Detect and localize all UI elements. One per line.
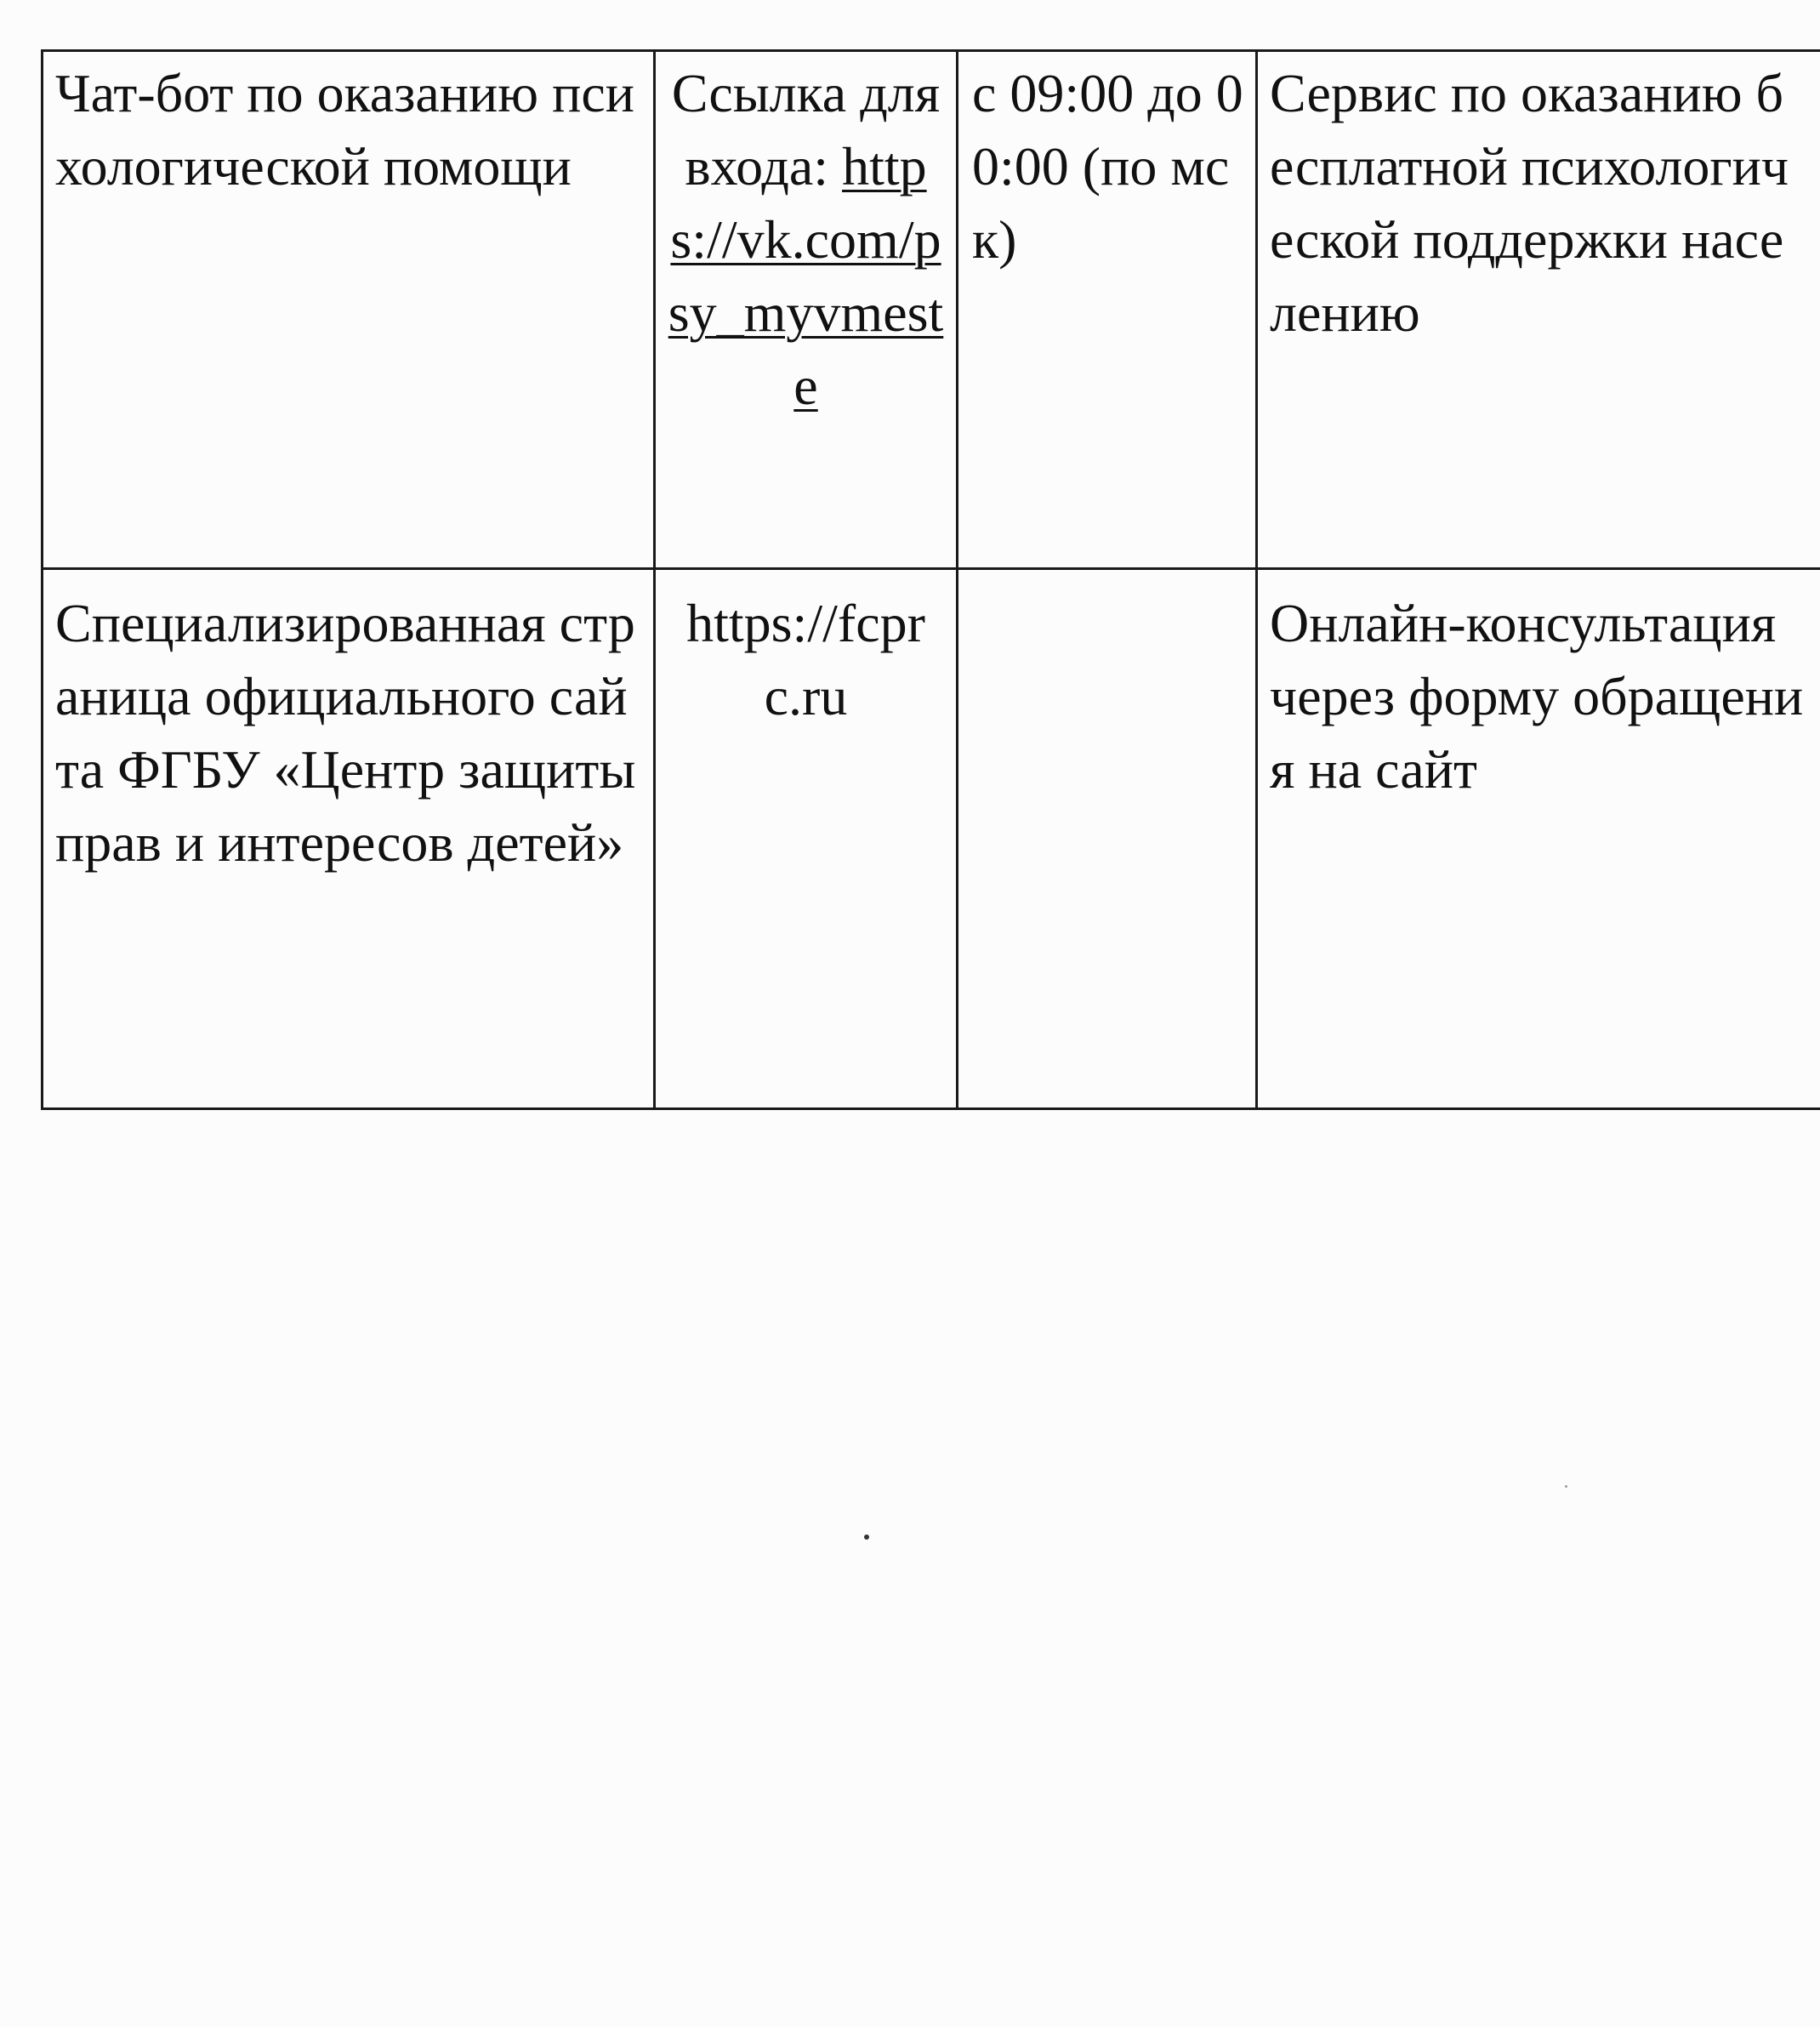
table-row: [43, 569, 1820, 1109]
service-hours-cell: [958, 51, 1257, 569]
service-description: Онлайн-консультация через форму обращения на сайт: [1270, 593, 1804, 800]
service-name: Специализированная страница официального сайта ФГБУ «Центр защиты прав и интересов детей»: [55, 593, 636, 873]
service-link[interactable]: https://vk.com/psy_myvmeste: [668, 136, 944, 416]
services-table: [41, 49, 1820, 1110]
service-description-cell: [1257, 51, 1820, 569]
scan-speck: [1565, 1485, 1567, 1488]
scan-speck: [864, 1534, 869, 1540]
table-row: [43, 51, 1820, 569]
service-name-cell: [43, 51, 655, 569]
service-name-cell: [43, 569, 655, 1109]
service-hours: с 09:00 до 00:00 (по мск): [972, 63, 1243, 270]
service-link-cell: [655, 569, 958, 1109]
service-hours-cell: [958, 569, 1257, 1109]
service-description-cell: [1257, 569, 1820, 1109]
service-link-cell: [655, 51, 958, 569]
service-description: Сервис по оказанию бесплатной психологической поддержки населению: [1270, 63, 1789, 343]
service-link-text: https://fcprc.ru: [686, 593, 925, 726]
link-label: Ссылка для входа:: [671, 63, 941, 196]
service-name: Чат-бот по оказанию психологической помощи: [55, 63, 634, 196]
